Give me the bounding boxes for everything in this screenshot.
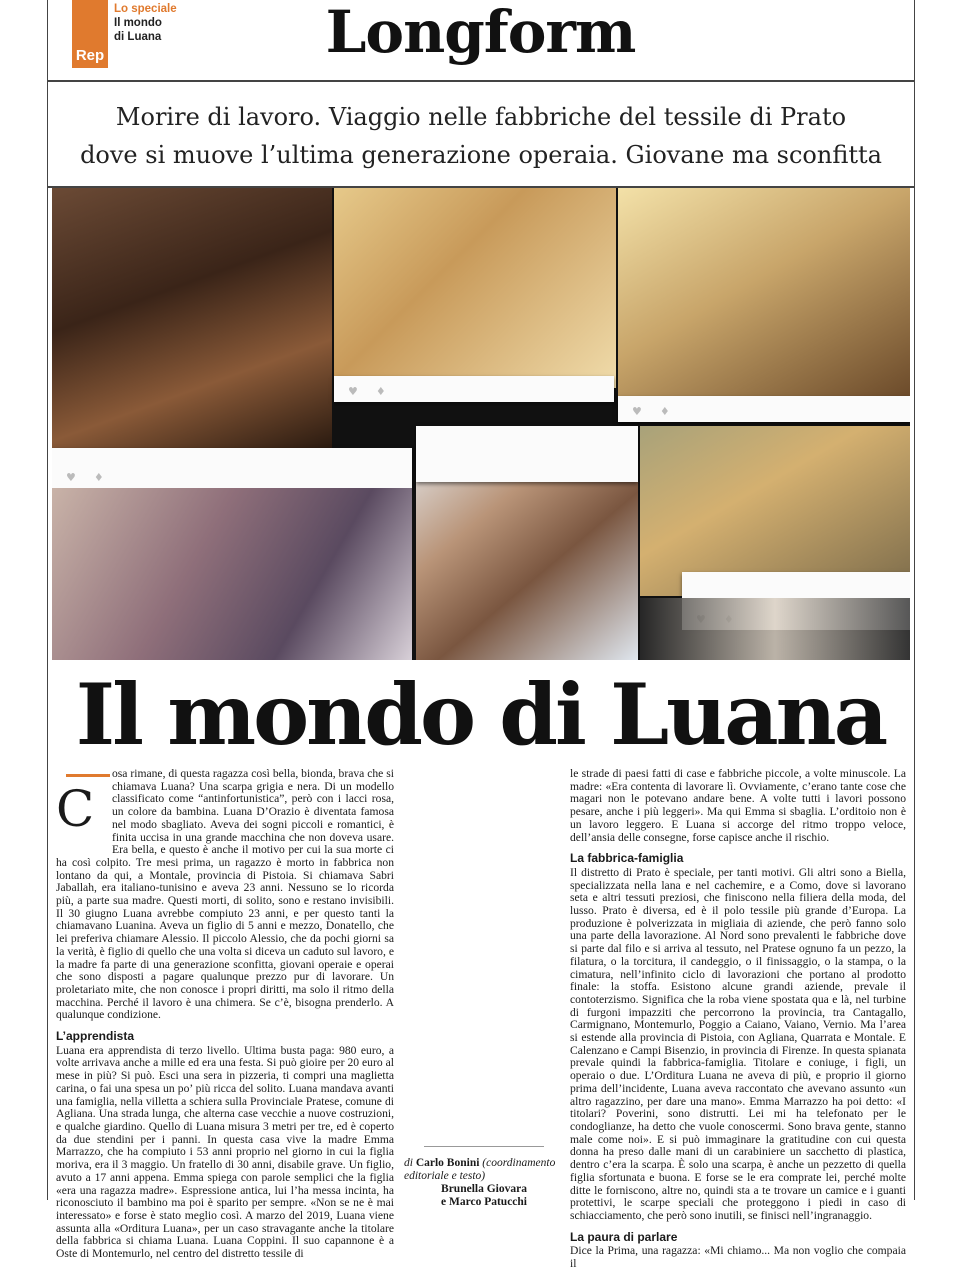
photo-girl-smiling-yellow <box>334 188 616 388</box>
subtitle-line-2: dove si muove l’ultima generazione operaia. Giovane ma sconfitta <box>80 141 882 169</box>
subheading-paura-di-parlare: La paura di parlare <box>570 1229 678 1244</box>
subheading-apprendista: L’apprendista <box>56 1029 135 1044</box>
paragraph-continuation: le strade di paesi fatti di case e fabbriche piccole, a volte minuscole. La madre: «Era contenta di lavorare lì. Ovviamente, c’erano tante cose che magari non le potevano andare bene. A volte tutti i lavori possono pesare, anche i più leggeri». Ma qui Emma si sbaglia. L’orditoio non è un lavoro leggero. E Luana si accorge del ritmo troppo veloce, dell’ansia delle consegne, forse capisce anche il rischio. <box>570 767 906 844</box>
photo-card-3 <box>618 396 910 422</box>
article-column-1 <box>56 768 394 1269</box>
intro-text: osa rimane, di questa ragazza così bella, bionda, brava che si chiamava Luana? Una scarpa grigia e nera. Di un modello classificato come “antinfortunistica”, però con i lacci rosa, un colore da bambina. Luana D’Orazio è diventata famosa nel modo sbagliato. Aveva dei sogni piccoli e romantici, è finita uccisa in una grande macchina che non doveva usare. Era bella, e questo è anche il motivo per cui la sua morte ci ha così colpito. Tre mesi prima, un ragazzo è morto in fabbrica non lontano da qui, a Montale, provincia di Pistoia. Si chiamava Sabri Jaballah, era italiano-tunisino e aveva 23 anni. Nessuno se lo ricorda più, a parte sua madre. Questi morti, di solito, sono e restano invisibili. Il 30 giugno Luana avrebbe compiuto 23 anni, e per questo tanti la chiamavano Luanina. Aveva un figlio di 5 anni e mezzo, Donatello, che lei preferiva chiamare Alessio. Il piccolo Alessio, che da pochi giorni sa la verità, è figlio di quello che una volta si diceva un caduto sul lavoro, e la madre fa parte di una generazione sconfitta, giovani operaie e operai che sono disposti a pagare qualunque prezzo pur di lavorare. Un proletariato mite, che non conosce i propri diritti, ma solo il ritmo della macchina. Perché il lavoro è una chimera. Se c’è, bisogna prenderlo. A qualunque condizione. <box>56 767 394 1022</box>
photo-girl-with-dog <box>52 188 332 448</box>
headline: Il mondo di Luana <box>75 665 886 764</box>
fire-icon: ♦ <box>375 384 386 398</box>
paragraph-apprendista: Luana era apprendista di terzo livello. Ultima busta paga: 980 euro, a volte arrivava anche a mille ed era una festa. Si può gioire per 20 euro al mese in più? Si può. Esci una sera in pizzeria, ti compri una maglietta carina, o fai una spesa un po’ più ricca del solito. Luana mandava avanti una famiglia, nella villetta a schiera sulla Provinciale Pratese, comune di Agliana. Una strada lunga, che alterna case vecchie a nuove costruzioni, e qualche giardino. Quello di Luana misura 3 metri per tre, ed è coperto da due stendini per i panni. In questa casa vive la madre Emma Marrazzo, che ha compiuto i 53 anni proprio nel giorno in cui la figlia moriva, era il 3 maggio. Un fratello di 30 anni, disabile grave. Un figlio, avuto a 17 anni appena. Emma spiega con parole semplici che la figlia «era una ragazza madre». Espressione antica, lui l’ha messa incinta, ha riconosciuto il bambino ma poi è sparito per sempre. «Non se ne è mai interessato» e forse è stato meglio così. A marzo del 2019, Luana viene assunta alla «Orditura Luana», per un caso stravagante anche la titolare della fabbrica si chiama Luana. Luana Coppini. Il suo capannone è a Oste di Montemurlo, nel centro del distretto tessile di <box>56 1043 394 1261</box>
paragraph-fabbrica-famiglia: Il distretto di Prato è speciale, per tanti motivi. Gli altri sono a Biella, specializzata nella lana e nel cachemire, e a Como, dove si lavorano seta e altri tessuti preziosi, che finiscono nella filiera della moda, del lusso. Prato è diversa, ed è il polo tessile più grande d’Europa. La produzione è polverizzata in migliaia di aziende, che però fanno solo una parte della lavorazione. Al Nord sono prevalenti le fabbriche dove si parte dal filo e si arriva al tessuto, nel Pratese ognuno fa un pezzo, la filatura, o la torcitura, il candeggio, o il finissaggio, o la stampa, o la cimatura, nell’infinito ciclo di lavorazioni che portano al prodotto finale: la stoffa. Esistono alcune grandi aziende, prevale il contoterzismo. Significa che la roba viene spostata qua e là, nel turbine di furgoni impazziti che percorrono la provincia, tra Cantagallo, Carmignano, Montemurlo, Poggio a Caiano, Vaiano, Vernio. Ma l’area si estende alla provincia di Pistoia, con Agliana, Quarrata e Montale. E Calenzano e Campi Bisenzio, in provincia di Firenze. In questa spianata prevale quindi la fabbrica-famiglia. Titolare e coniuge, i figli, un operaio o due. L’Orditura Luana ne aveva di più, e proprio il giorno prima dell’incidente, Luana aveva raccontato che avevano assunto «un altro ragazzino, per dare una mano». Emma Marrazzo ha poi detto: «I titolari? Poverini, sono distrutti. Lei mi ha telefonato per le condoglianze, ha detto che vuole conoscermi. Sono brava gente, stanno male come noi». E si può immaginare la gratitudine con cui questa donna ha preso dalle mani di un carabiniere un sacchetto di plastica, dentro c’era la scarpa. È solo una scarpa, è anche un pezzetto di quella figlia sfortunata e buona. E forse se le era comprate lei, perché molte ditte le forniscono, altre no, quindi sta a te trovare un camice e i guanti protettivi, le scarpe speciali che proteggono i piedi in caso di schiacciamento, che però sono inutili, se finisci nell’ingranaggio. <box>570 865 906 1222</box>
heart-icon: ♥ <box>632 404 642 418</box>
dropcap-letter: C <box>56 780 95 838</box>
credits-author-1-role: (coordinamento editoriale e testo) <box>404 1157 556 1182</box>
credits-author-2: Brunella Giovara <box>441 1183 527 1195</box>
intro-paragraph <box>56 768 394 1022</box>
credits-author-3: e Marco Patucchi <box>440 1196 527 1208</box>
section-label-title-1: Il mondo <box>114 17 162 29</box>
rep-logo-text: Rep <box>75 47 105 64</box>
credits-rule <box>424 1146 544 1147</box>
fire-icon: ♦ <box>659 404 670 418</box>
photo-girl-with-small-dog <box>640 426 910 596</box>
subheading-fabbrica-famiglia: La fabbrica-famiglia <box>570 851 684 866</box>
photo-card-1 <box>52 448 412 488</box>
paragraph-paura-di-parlare: Dice la Prima, una ragazza: «Mi chiamo... Ma non voglio che compaia il <box>570 1244 906 1271</box>
social-actions-bar <box>618 400 910 422</box>
credits-author-1: Carlo Bonini <box>415 1157 480 1169</box>
fire-icon: ♦ <box>93 470 104 484</box>
article-column-2 <box>570 768 906 1279</box>
heart-icon: ♥ <box>348 384 358 398</box>
photo-girls-with-tongue <box>52 488 412 660</box>
section-label-title-2: di Luana <box>114 31 162 43</box>
header-rule <box>47 80 915 82</box>
photo-card-2 <box>334 376 614 402</box>
masthead-title: Longform <box>325 0 636 66</box>
subtitle-line-1: Morire di lavoro. Viaggio nelle fabbriche del tessile di Prato <box>115 103 847 131</box>
heart-icon: ♥ <box>66 470 76 484</box>
subtitle <box>47 98 915 174</box>
section-label-kicker: Lo speciale <box>114 3 177 15</box>
credits-line-1 <box>404 1157 564 1183</box>
photo-girl-with-cap <box>618 188 910 398</box>
social-actions-bar <box>52 466 412 488</box>
social-actions-bar <box>334 380 614 402</box>
photo-card-5 <box>416 426 638 482</box>
credits-prefix: di <box>404 1157 413 1169</box>
photo-hand-detail <box>640 598 910 660</box>
photo-collage <box>52 188 910 660</box>
